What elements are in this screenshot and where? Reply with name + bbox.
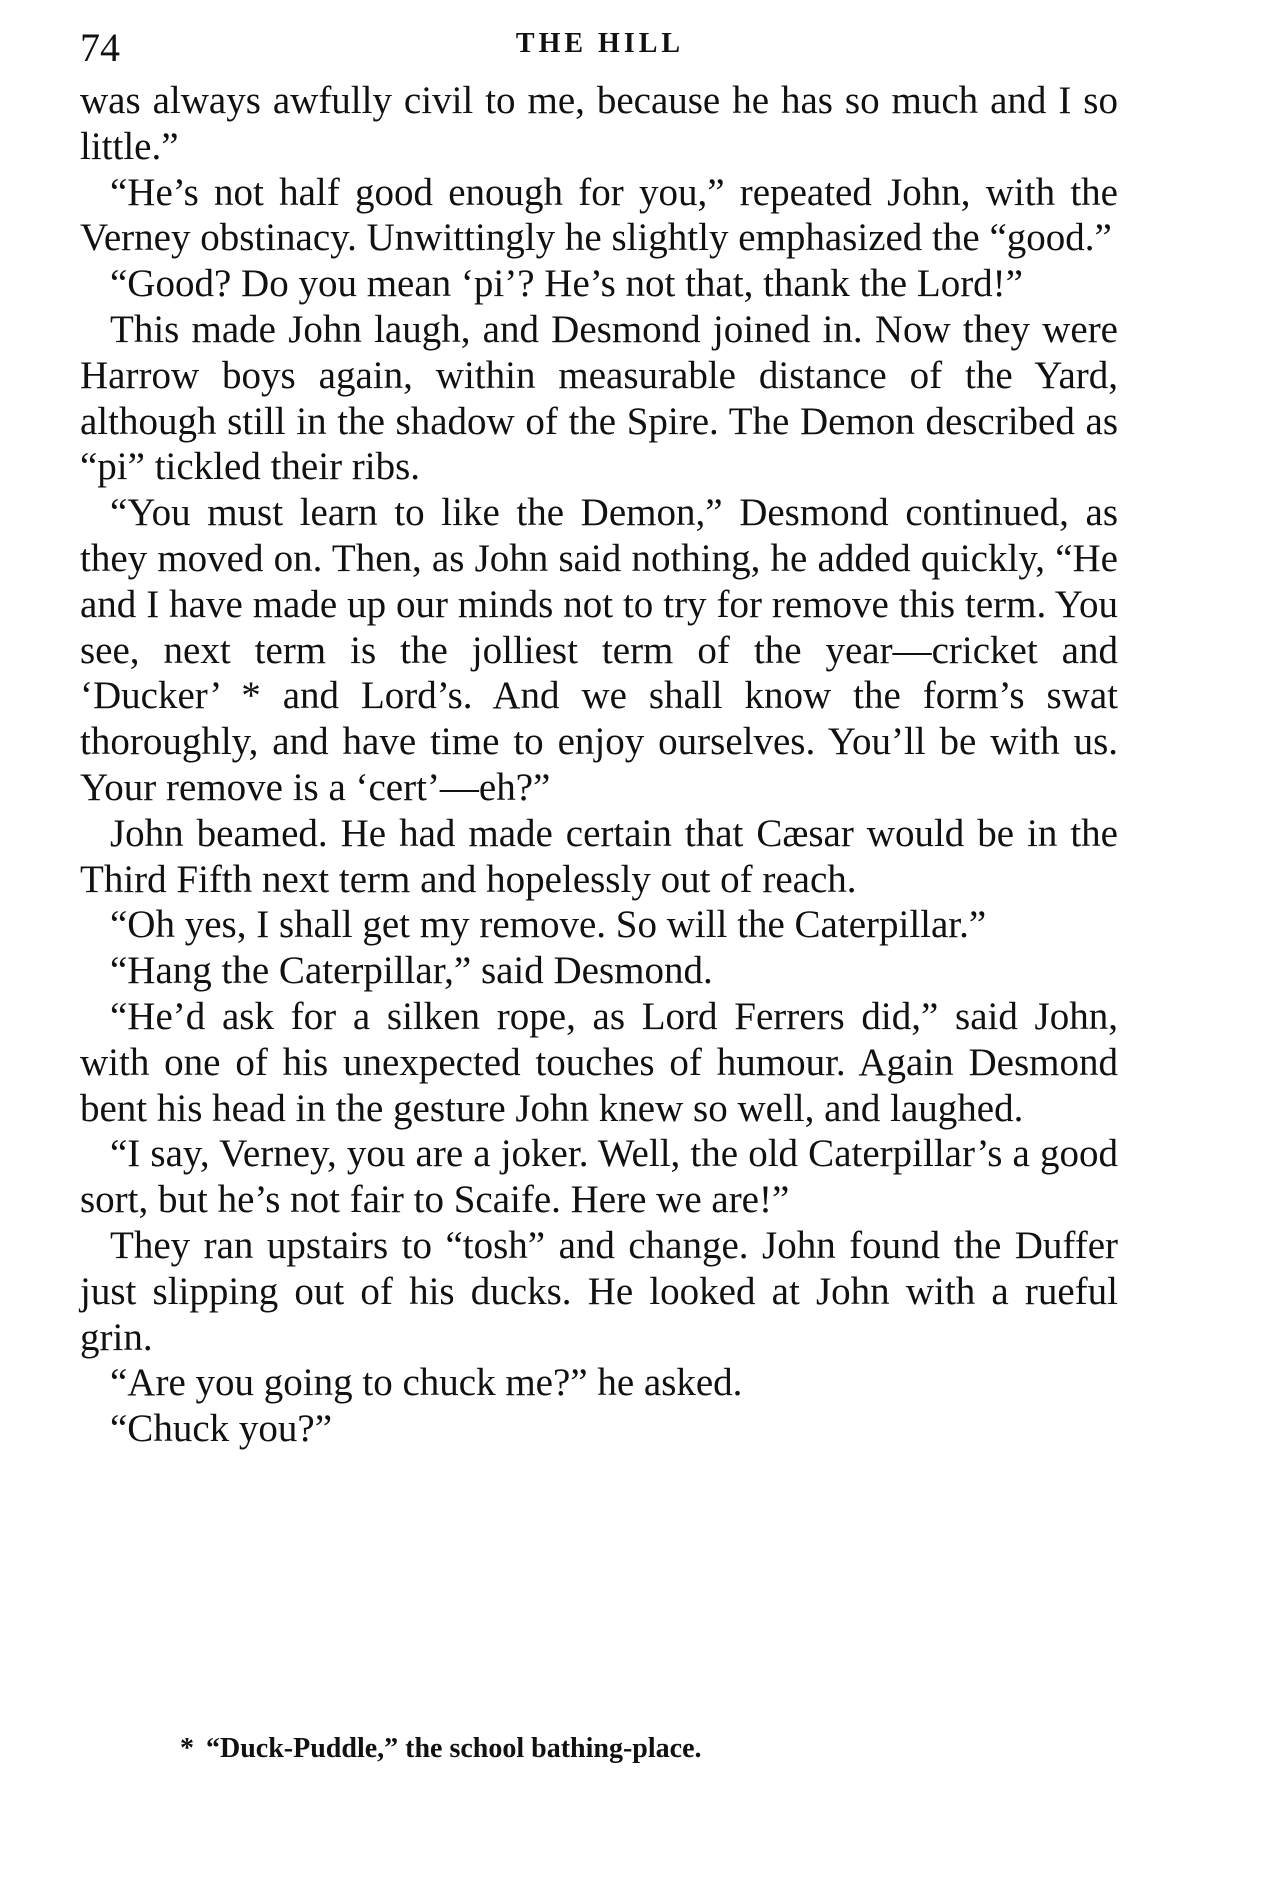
paragraph: “He’d ask for a silken rope, as Lord Ferrers did,” said John, with one of his unexpected touches of humour. Again Desmond bent his head in the gesture John knew so well, and laughed. <box>80 994 1118 1130</box>
paragraph: “I say, Verney, you are a joker. Well, the old Caterpillar’s a good sort, but he’s not fair to Scaife. Here we are!” <box>80 1132 1118 1222</box>
footnote-text: “Duck-Puddle,” the school bathing-place. <box>206 1733 702 1764</box>
running-title: THE HILL <box>515 28 685 59</box>
paragraph: “Hang the Caterpillar,” said Desmond. <box>110 949 713 993</box>
footnote <box>180 1733 1080 1765</box>
page-number: 74 <box>80 25 120 70</box>
page-header <box>80 18 1120 78</box>
paragraph: “Are you going to chuck me?” he asked. <box>110 1361 743 1405</box>
paragraph: “Chuck you?” <box>110 1407 333 1451</box>
paragraph: “He’s not half good enough for you,” repeated John, with the Verney obstinacy. Unwittingly he slightly emphasized the “good.” <box>80 170 1118 260</box>
footnote-marker: * <box>180 1733 194 1764</box>
body-text <box>80 78 1118 1452</box>
paragraph: “Oh yes, I shall get my remove. So will the Caterpillar.” <box>110 903 987 947</box>
paragraph: John beamed. He had made certain that Cæsar would be in the Third Fifth next term and hopelessly out of reach. <box>80 811 1118 901</box>
paragraph: They ran upstairs to “tosh” and change. John found the Duffer just slipping out of his ducks. He looked at John with a rueful grin. <box>80 1223 1118 1359</box>
paragraph: “Good? Do you mean ‘pi’? He’s not that, thank the Lord!” <box>110 262 1023 306</box>
paragraph: This made John laugh, and Desmond joined in. Now they were Harrow boys again, within measurable distance of the Yard, although still in the shadow of the Spire. The Demon described as “pi” tickled their ribs. <box>80 307 1118 489</box>
paragraph: “You must learn to like the Demon,” Desmond continued, as they moved on. Then, as John said nothing, he added quickly, “He and I have made up our minds not to try for remove this term. You see, next term is the jolliest term of the year—cricket and ‘Ducker’ * and Lord’s. And we shall know the form’s swat thoroughly, and have time to enjoy ourselves. You’ll be with us. Your remove is a ‘cert’—eh?” <box>80 491 1118 809</box>
paragraph: was always awfully civil to me, because he has so much and I so little.” <box>80 79 1118 168</box>
